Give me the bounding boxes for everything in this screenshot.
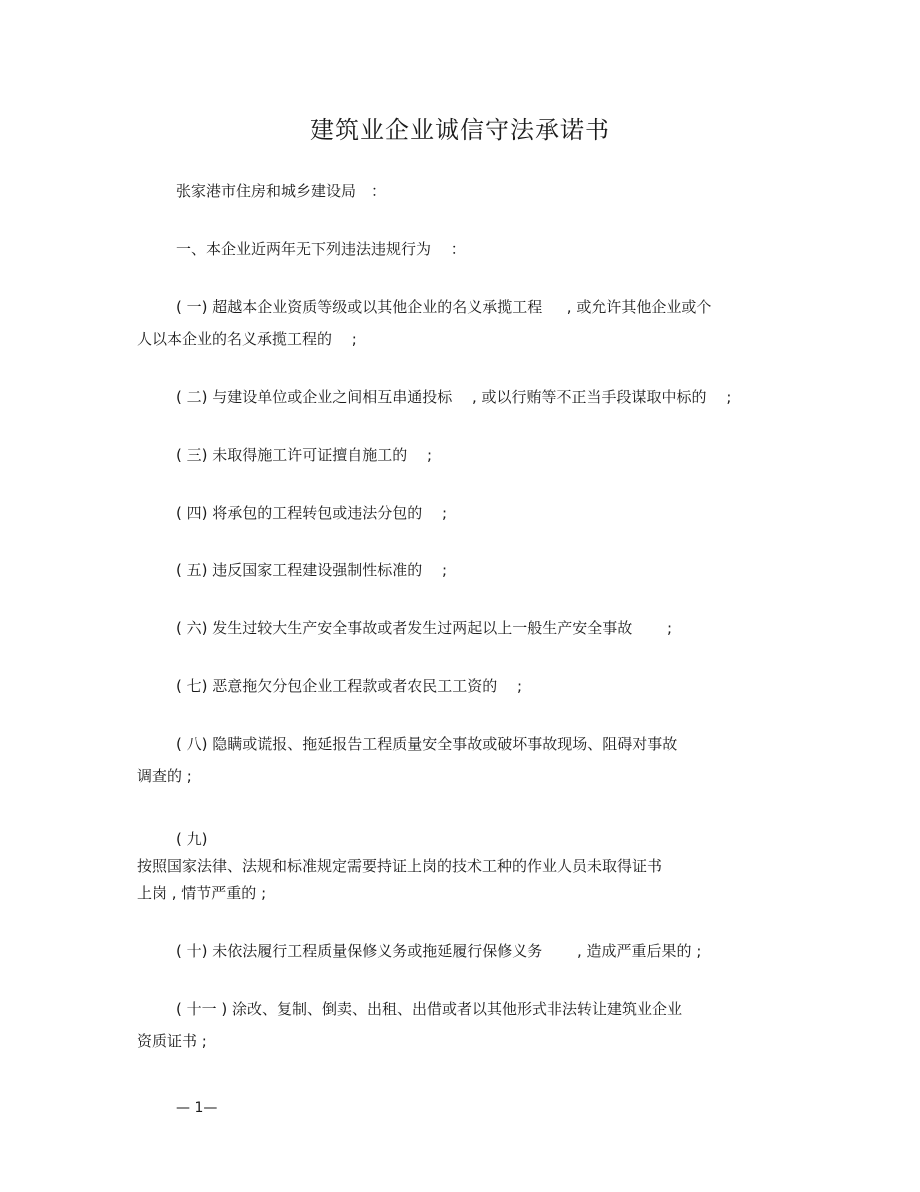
intro-clause: 一、本企业近两年无下列违法违规行为 ：: [176, 240, 466, 258]
item-11-line-2: 资质证书 ;: [137, 1032, 207, 1050]
item-11-line-1: ( 十一 ) 涂改、复制、倒卖、出租、出借或者以其他形式非法转让建筑业企业: [176, 1000, 683, 1018]
item-2-line-1: ( 二) 与建设单位或企业之间相互串通投标 , 或以行贿等不正当手段谋取中标的 ;: [176, 388, 732, 406]
item-8-line-1: ( 八) 隐瞒或谎报、拖延报告工程质量安全事故或破坏事故现场、阻碍对事故: [176, 735, 678, 753]
page-number: — 1—: [176, 1100, 218, 1116]
item-8-line-2: 调查的 ;: [137, 767, 192, 785]
item-1-line-2: 人以本企业的名义承揽工程的 ;: [137, 330, 357, 348]
item-9-line-1: ( 九): [176, 830, 208, 848]
item-3-line-1: ( 三) 未取得施工许可证擅自施工的 ;: [176, 446, 433, 464]
item-10-line-1: ( 十) 未依法履行工程质量保修义务或拖延履行保修义务 , 造成严重后果的 ;: [176, 942, 702, 960]
item-9-line-2: 按照国家法律、法规和标准规定需要持证上岗的技术工种的作业人员未取得证书: [137, 857, 663, 875]
item-9-line-3: 上岗 , 情节严重的 ;: [137, 884, 267, 902]
addressee: 张家港市住房和城乡建设局 ：: [176, 182, 387, 200]
item-1-line-1: ( 一) 超越本企业资质等级或以其他企业的名义承揽工程 , 或允许其他企业或个: [176, 298, 712, 316]
item-7-line-1: ( 七) 恶意拖欠分包企业工程款或者农民工工资的 ;: [176, 677, 523, 695]
item-6-line-1: ( 六) 发生过较大生产安全事故或者发生过两起以上一般生产安全事故 ;: [176, 619, 673, 637]
item-4-line-1: ( 四) 将承包的工程转包或违法分包的 ;: [176, 504, 448, 522]
item-5-line-1: ( 五) 违反国家工程建设强制性标准的 ;: [176, 561, 448, 579]
document-title: 建筑业企业诚信守法承诺书: [310, 116, 610, 144]
